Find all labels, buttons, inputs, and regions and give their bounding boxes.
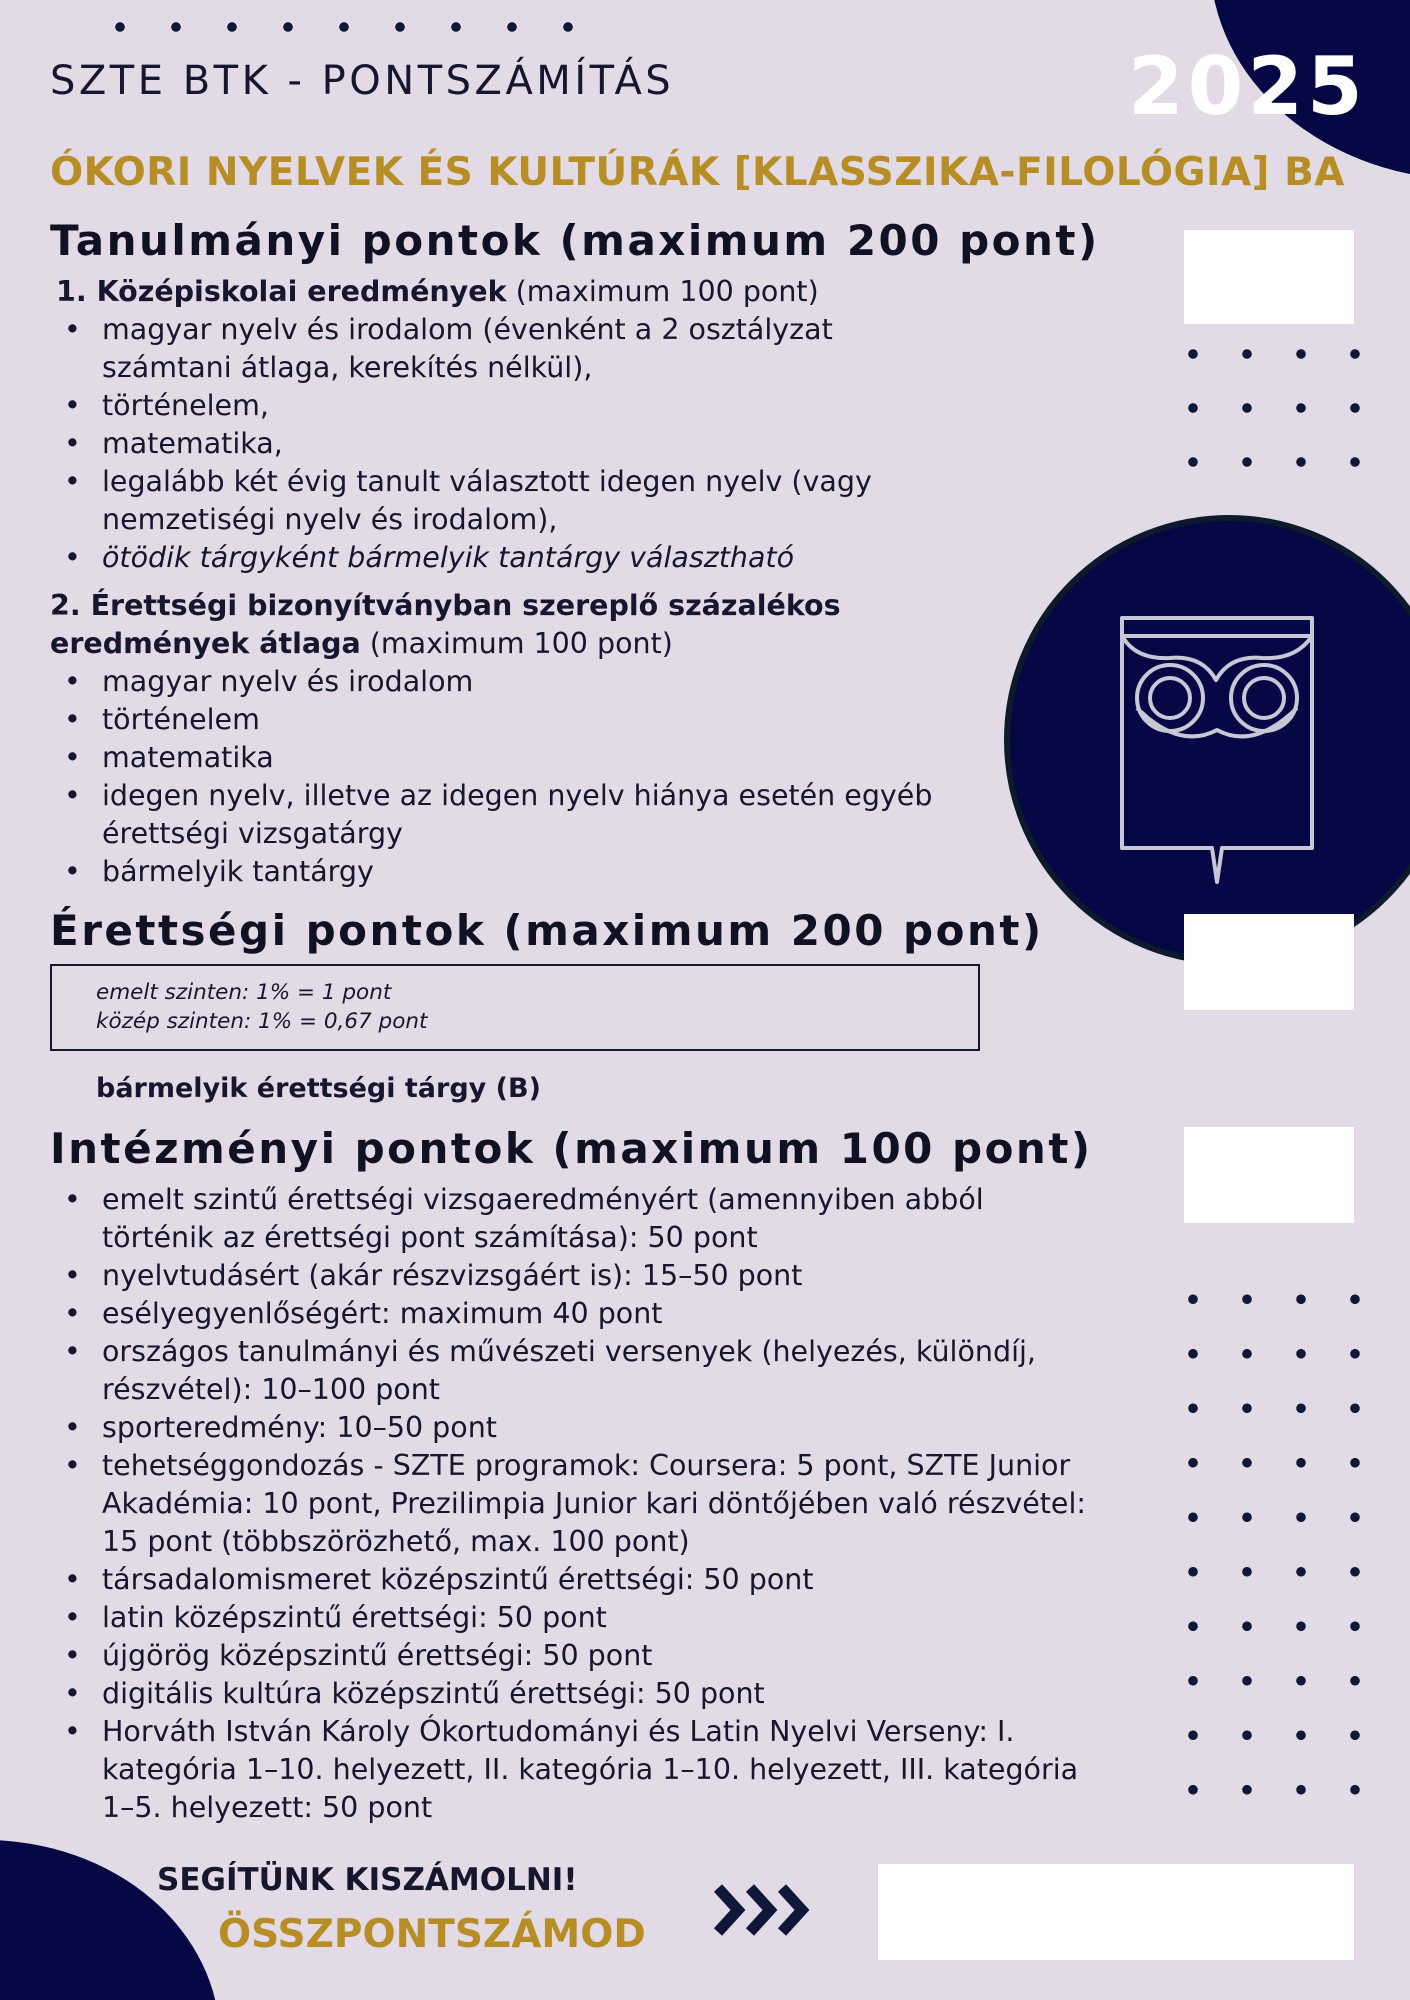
list-item: • matematika,: [62, 425, 962, 463]
list-item: • digitális kultúra középszintű érettségi: 50 pont: [62, 1675, 1062, 1713]
list-item: • országos tanulmányi és művészeti versenyek (helyezés, különdíj, részvétel): 10–100 pont: [62, 1333, 1062, 1409]
points-box-institutional[interactable]: [1184, 1127, 1354, 1223]
points-box-study[interactable]: [1184, 230, 1354, 324]
page-header-title: SZTE BTK - PONTSZÁMÍTÁS: [50, 58, 675, 104]
part1-list: [62, 311, 962, 577]
list-item: • magyar nyelv és irodalom (évenként a 2 osztályzat számtani átlaga, kerekítés nélkül),: [62, 311, 962, 387]
exam-subject-label: bármelyik érettségi tárgy (B): [96, 1073, 541, 1104]
exam-scale-box: [50, 964, 980, 1051]
list-item: • tehetséggondozás - SZTE programok: Coursera: 5 pont, SZTE Junior Akadémia: 10 pont, Prezilimpia Junior kari döntőjében való részvétel: 15 pont (többszörözhető, max. 100 pont): [62, 1447, 1112, 1561]
list-item: • bármelyik tantárgy: [62, 853, 942, 891]
list-item: • esélyegyenlőségért: maximum 40 pont: [62, 1295, 1062, 1333]
part2-title: [50, 587, 970, 663]
part2-title-rest: (maximum 100 pont): [360, 627, 673, 660]
institutional-list: [62, 1181, 1086, 1827]
study-points-heading: Tanulmányi pontok (maximum 200 pont): [50, 216, 1100, 265]
part1-title-bold: 1. Középiskolai eredmények: [56, 275, 507, 308]
list-item: • matematika: [62, 739, 942, 777]
top-dots-decoration: [92, 20, 612, 34]
right-dots-decoration-lower: [1166, 1272, 1386, 1812]
program-title: ÓKORI NYELVEK ÉS KULTÚRÁK [KLASSZIKA-FILOLÓGIA] BA: [50, 150, 1345, 195]
advanced-level-scale: emelt szinten: 1% = 1 pont: [96, 980, 392, 1005]
list-item: • magyar nyelv és irodalom: [62, 663, 942, 701]
list-item: • legalább két évig tanult választott idegen nyelv (vagy nemzetiségi nyelv és irodalom),: [62, 463, 932, 539]
exam-points-heading: Érettségi pontok (maximum 200 pont): [50, 906, 1044, 955]
part2-list: [62, 663, 942, 891]
year-label: 2025: [1128, 40, 1367, 133]
list-item: • társadalomismeret középszintű érettségi: 50 pont: [62, 1561, 1062, 1599]
list-item: • Horváth István Károly Ókortudományi és Latin Nyelvi Verseny: I. kategória 1–10. helyezett, II. kategória 1–10. helyezett, III. kategória 1–5. helyezett: 50 pont: [62, 1713, 1092, 1827]
list-item: • nyelvtudásért (akár részvizsgáért is): 15–50 pont: [62, 1257, 1062, 1295]
total-points-label: ÖSSZPONTSZÁMOD: [218, 1912, 646, 1957]
list-item: • idegen nyelv, illetve az idegen nyelv hiánya esetén egyéb érettségi vizsgatárgy: [62, 777, 942, 853]
part1-title-rest: (maximum 100 pont): [506, 275, 819, 308]
list-item: • emelt szintű érettségi vizsgaeredményért (amennyiben abból történik az érettségi pont számítása): 50 pont: [62, 1181, 1032, 1257]
help-calculate-label: SEGÍTÜNK KISZÁMOLNI!: [157, 1862, 578, 1898]
part2-title-bold: 2. Érettségi bizonyítványban szereplő százalékos eredmények átlaga: [50, 589, 841, 660]
ionic-capital-book-icon: [1004, 510, 1410, 970]
list-item: • sporteredmény: 10–50 pont: [62, 1409, 1062, 1447]
part1-title: [56, 273, 819, 311]
list-item: • történelem: [62, 701, 942, 739]
triple-chevron-right-icon: [712, 1880, 816, 1940]
points-box-exam[interactable]: [1184, 914, 1354, 1010]
institutional-points-heading: Intézményi pontok (maximum 100 pont): [50, 1124, 1093, 1173]
list-item: • ötödik tárgyként bármelyik tantárgy választható: [62, 539, 962, 577]
list-item: • latin középszintű érettségi: 50 pont: [62, 1599, 1062, 1637]
list-item: • történelem,: [62, 387, 962, 425]
right-dots-decoration-upper: [1166, 327, 1386, 507]
points-box-total[interactable]: [878, 1864, 1354, 1960]
intermediate-level-scale: közép szinten: 1% = 0,67 pont: [96, 1009, 428, 1034]
list-item: • újgörög középszintű érettségi: 50 pont: [62, 1637, 1062, 1675]
